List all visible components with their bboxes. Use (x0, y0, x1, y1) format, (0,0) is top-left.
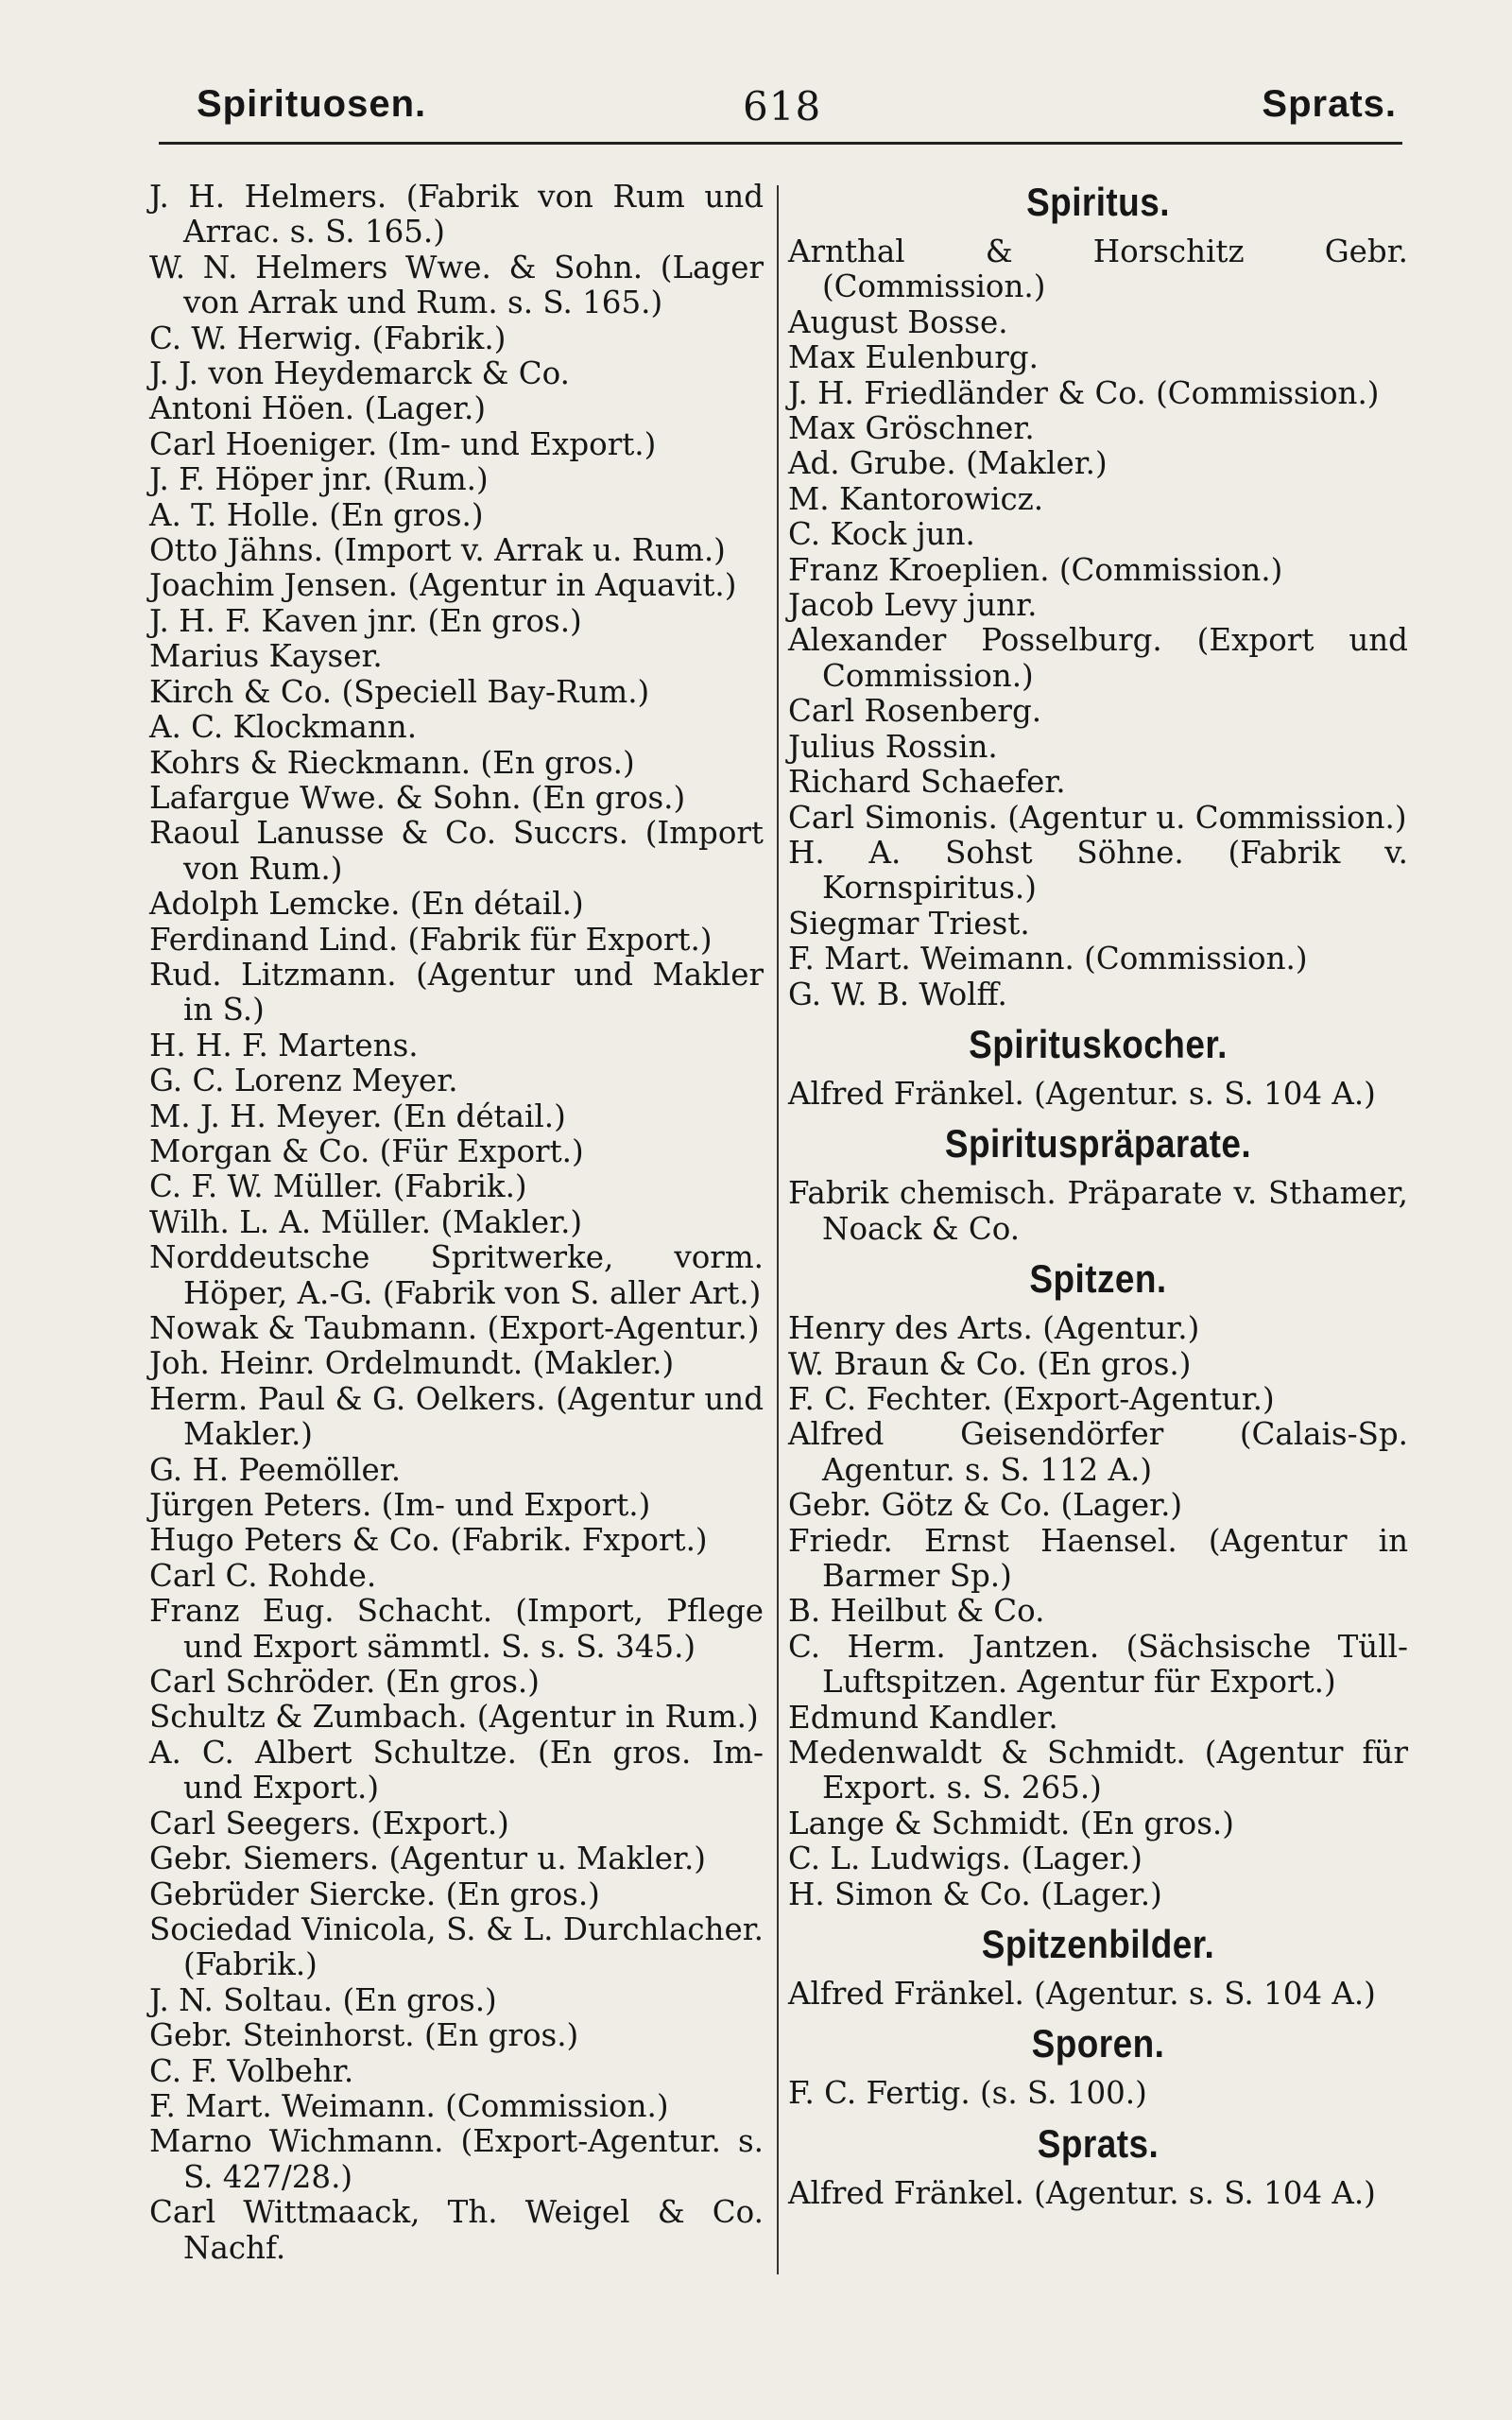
directory-entry: Gebr. Steinhorst. (En gros.) (149, 2017, 579, 2054)
directory-entry: Edmund Kandler. (788, 1699, 1058, 1736)
running-head-left: Spirituosen. (197, 83, 427, 125)
directory-entry: Otto Jähns. (Import v. Arrak u. Rum.) (149, 532, 726, 569)
directory-entry: F. C. Fechter. (Export-Agentur.) (788, 1380, 1275, 1417)
running-head-right: Sprats. (1262, 83, 1397, 125)
directory-entry: Marno Wichmann. (Export-Agentur. s. S. 427/28.) (149, 2123, 764, 2195)
directory-entry: W. Braun & Co. (En gros.) (788, 1345, 1192, 1382)
directory-entry: C. F. Volbehr. (149, 2052, 354, 2089)
category-heading: Sprats. (1037, 2120, 1160, 2166)
directory-entry: Max Eulenburg. (788, 339, 1039, 376)
directory-entry: Herm. Paul & G. Oelkers. (Agentur und Makler.) (149, 1380, 764, 1453)
directory-entry: C. Herm. Jantzen. (Sächsische Tüll-Luftspitzen. Agentur für Export.) (788, 1628, 1408, 1701)
directory-entry: Carl Wittmaack, Th. Weigel & Co. Nachf. (149, 2194, 764, 2266)
directory-entry: G. W. B. Wolff. (788, 976, 1007, 1012)
directory-entry: Marius Kayser. (149, 638, 383, 675)
directory-entry: H. A. Sohst Söhne. (Fabrik v. Kornspiritus.) (788, 834, 1408, 907)
directory-entry: F. C. Fertig. (s. S. 100.) (788, 2075, 1147, 2112)
directory-entry: Antoni Höen. (Lager.) (149, 390, 487, 427)
category-heading: Spirituskocher. (969, 1021, 1228, 1066)
directory-entry: Alfred Fränkel. (Agentur. s. S. 104 A.) (788, 1976, 1376, 2013)
page-number: 618 (743, 83, 822, 130)
directory-entry: Carl Rosenberg. (788, 693, 1042, 730)
directory-entry: Medenwaldt & Schmidt. (Agentur für Export. s. S. 265.) (788, 1735, 1408, 1806)
directory-entry: C. F. W. Müller. (Fabrik.) (149, 1168, 527, 1205)
directory-entry: Julius Rossin. (788, 728, 998, 765)
directory-entry: Carl Hoeniger. (Im- und Export.) (149, 425, 657, 462)
directory-entry: C. L. Ludwigs. (Lager.) (788, 1841, 1143, 1877)
page-header (159, 83, 1406, 140)
directory-entry: Schultz & Zumbach. (Agentur in Rum.) (149, 1699, 759, 1736)
directory-entry: C. Kock jun. (788, 516, 975, 553)
directory-entry: Joh. Heinr. Ordelmundt. (Makler.) (149, 1345, 675, 1382)
directory-entry: Gebrüder Siercke. (En gros.) (149, 1876, 600, 1912)
category-heading: Spirituspräparate. (944, 1121, 1252, 1167)
directory-entry: Alfred Fränkel. (Agentur. s. S. 104 A.) (788, 1075, 1376, 1112)
directory-entry: Kohrs & Rieckmann. (En gros.) (149, 744, 635, 781)
directory-entry: M. Kantorowicz. (788, 480, 1044, 517)
directory-entry: J. N. Soltau. (En gros.) (149, 1981, 497, 2018)
directory-entry: B. Heilbut & Co. (788, 1593, 1045, 1630)
directory-entry: Raoul Lanusse & Co. Succrs. (Import von Rum.) (149, 815, 764, 887)
directory-entry: M. J. H. Meyer. (En détail.) (149, 1098, 566, 1134)
directory-entry: Sociedad Vinicola, S. & L. Durchlacher. (Fabrik.) (149, 1910, 764, 1983)
header-rule (159, 142, 1402, 145)
category-heading: Spitzen. (1029, 1256, 1167, 1302)
directory-entry: Ad. Grube. (Makler.) (788, 445, 1108, 482)
directory-entry: H. Simon & Co. (Lager.) (788, 1876, 1162, 1912)
category-heading: Spiritus. (1026, 180, 1170, 224)
directory-entry: C. W. Herwig. (Fabrik.) (149, 320, 507, 356)
directory-entry: Arnthal & Horschitz Gebr. (Commission.) (788, 233, 1408, 305)
directory-entry: Carl C. Rohde. (149, 1557, 377, 1594)
column-divider (777, 185, 779, 2274)
right-column (788, 180, 1408, 2211)
directory-entry: Alfred Geisendörfer (Calais-Sp. Agentur. s. S. 112 A.) (788, 1416, 1408, 1488)
directory-entry: Jacob Levy junr. (788, 587, 1038, 624)
left-column (149, 180, 764, 2266)
directory-entry: H. H. F. Martens. (149, 1027, 419, 1063)
directory-entry: Carl Schröder. (En gros.) (149, 1664, 540, 1701)
directory-entry: Franz Eug. Schacht. (Import, Pflege und Export sämmtl. S. s. S. 345.) (149, 1593, 764, 1665)
directory-entry: Carl Simonis. (Agentur u. Commission.) (788, 799, 1407, 836)
directory-entry: Alexander Posselburg. (Export und Commission.) (788, 622, 1408, 694)
directory-entry: Henry des Arts. (Agentur.) (788, 1310, 1200, 1347)
directory-entry: August Bosse. (788, 303, 1008, 340)
directory-entry: G. H. Peemöller. (149, 1451, 402, 1488)
directory-entry: Ferdinand Lind. (Fabrik für Export.) (149, 921, 713, 958)
directory-entry: Norddeutsche Spritwerke, vorm. Höper, A.-G. (Fabrik von S. aller Art.) (149, 1239, 764, 1311)
directory-entry: Hugo Peters & Co. (Fabrik. Fxport.) (149, 1522, 708, 1559)
directory-entry: Fabrik chemisch. Präparate v. Sthamer, Noack & Co. (788, 1175, 1408, 1247)
directory-entry: Adolph Lemcke. (En détail.) (149, 886, 584, 923)
directory-entry: Morgan & Co. (Für Export.) (149, 1132, 584, 1169)
directory-entry: Friedr. Ernst Haensel. (Agentur in Barmer Sp.) (788, 1522, 1408, 1594)
directory-entry: Lange & Schmidt. (En gros.) (788, 1805, 1234, 1841)
directory-entry: Gebr. Siemers. (Agentur u. Makler.) (149, 1841, 706, 1877)
directory-entry: W. N. Helmers Wwe. & Sohn. (Lager von Arrak und Rum. s. S. 165.) (149, 249, 764, 321)
directory-entry: Gebr. Götz & Co. (Lager.) (788, 1487, 1183, 1524)
directory-entry: J. F. Höper jnr. (Rum.) (149, 461, 489, 498)
directory-entry: Alfred Fränkel. (Agentur. s. S. 104 A.) (788, 2174, 1376, 2211)
directory-entry: Joachim Jensen. (Agentur in Aquavit.) (149, 567, 737, 604)
directory-entry: G. C. Lorenz Meyer. (149, 1063, 458, 1099)
directory-entry: Wilh. L. A. Müller. (Makler.) (149, 1203, 583, 1240)
directory-entry: Richard Schaefer. (788, 764, 1066, 801)
directory-entry: A. T. Holle. (En gros.) (149, 496, 484, 533)
category-heading: Sporen. (1031, 2021, 1165, 2066)
directory-entry: F. Mart. Weimann. (Commission.) (149, 2087, 669, 2124)
directory-entry: Kirch & Co. (Speciell Bay-Rum.) (149, 673, 650, 710)
directory-entry: J. H. Friedländer & Co. (Commission.) (788, 374, 1380, 411)
directory-entry: Nowak & Taubmann. (Export-Agentur.) (149, 1310, 760, 1346)
category-heading: Spitzenbilder. (981, 1922, 1215, 1967)
directory-entry: Lafargue Wwe. & Sohn. (En gros.) (149, 779, 686, 816)
directory-entry: A. C. Klockmann. (149, 709, 418, 746)
directory-entry: Siegmar Triest. (788, 905, 1030, 942)
directory-entry: J. H. Helmers. (Fabrik von Rum und Arrac. s. S. 165.) (149, 179, 764, 251)
directory-entry: J. H. F. Kaven jnr. (En gros.) (149, 602, 582, 639)
directory-entry: J. J. von Heydemarck & Co. (149, 355, 570, 392)
directory-entry: Max Gröschner. (788, 410, 1035, 447)
directory-entry: A. C. Albert Schultze. (En gros. Im- und Export.) (149, 1734, 764, 1806)
directory-entry: Carl Seegers. (Export.) (149, 1805, 509, 1841)
directory-entry: Franz Kroeplien. (Commission.) (788, 551, 1283, 588)
directory-entry: Jürgen Peters. (Im- und Export.) (149, 1487, 651, 1524)
directory-entry: F. Mart. Weimann. (Commission.) (788, 941, 1308, 977)
directory-entry: Rud. Litzmann. (Agentur und Makler in S.) (149, 956, 764, 1028)
